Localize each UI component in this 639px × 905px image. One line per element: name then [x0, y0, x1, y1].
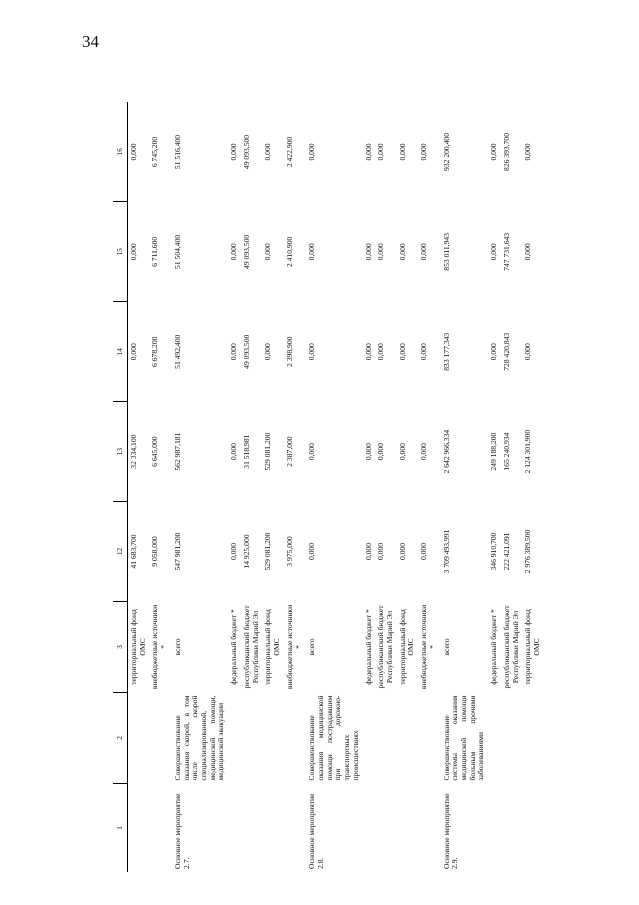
value-cell: 0,000: [397, 343, 407, 361]
value-cell: 6 678,200: [150, 336, 160, 367]
activity-cell: [375, 784, 396, 873]
activity-cell: [522, 784, 543, 873]
table-header-row: [113, 102, 128, 872]
description-cell: Совершенствование оказания медицинской помощи пострадавшим при дорожно-транспортных происшествиях: [307, 695, 360, 781]
value-cell: 0,000: [419, 243, 429, 261]
value-cell: 6 745,200: [150, 136, 160, 168]
value-cell: 6 645,000: [150, 436, 160, 467]
value-cell: 0,000: [376, 343, 386, 361]
value-cell: 0,000: [397, 143, 407, 161]
activity-cell: [418, 784, 439, 873]
value-cell: 0,000: [489, 343, 499, 361]
value-cell: 0,000: [307, 143, 317, 161]
table-row: [284, 102, 305, 872]
activity-cell: [284, 784, 305, 873]
table-row: [501, 102, 522, 872]
value-cell: 3 975,000: [284, 536, 294, 567]
budget-table: [113, 102, 544, 872]
value-cell: 2 387,000: [284, 436, 294, 467]
value-cell: 3 709 493,991: [441, 529, 451, 574]
value-cell: 49 093,500: [241, 234, 251, 269]
value-cell: 0,000: [229, 542, 239, 561]
value-cell: 346 910,700: [489, 532, 499, 571]
value-cell: 826 393,700: [501, 132, 511, 171]
value-cell: 0,000: [307, 343, 317, 361]
table-row: [128, 102, 150, 872]
value-cell: 2 410,900: [284, 236, 294, 268]
funding-source-cell: внебюджетные источники *: [284, 604, 303, 690]
value-cell: 51 504,400: [172, 234, 182, 269]
funding-source-cell: республиканский бюджет Республики Марий Эл: [241, 605, 260, 689]
table-row: [262, 102, 283, 872]
table-row: [397, 102, 418, 872]
value-cell: 0,000: [263, 343, 273, 361]
activity-cell: Основное мероприятие 2.8.: [307, 793, 325, 869]
header-cell: 1: [113, 784, 128, 873]
value-cell: 0,000: [307, 542, 317, 561]
table-row: [375, 102, 396, 872]
value-cell: 0,000: [263, 243, 273, 261]
funding-source-cell: внебюджетные источники *: [419, 604, 437, 690]
value-cell: 0,000: [419, 343, 429, 361]
description-cell: [228, 692, 241, 783]
rotated-table-container: [113, 102, 542, 872]
value-cell: 2 976 389,500: [523, 529, 533, 574]
funding-source-cell: федеральный бюджет *: [229, 609, 239, 685]
description-cell: Совершенствование оказания скорой, в том числе скорой специализированной, медицинской помощи, медицинской эвакуации: [172, 695, 226, 781]
value-cell: 0,000: [419, 143, 429, 161]
value-cell: 0,000: [263, 143, 273, 161]
table-row: [228, 102, 241, 872]
activity-cell: [228, 784, 241, 873]
activity-cell: Основное мероприятие 2.9.: [441, 793, 460, 869]
value-cell: 0,000: [397, 243, 407, 261]
value-cell: 51 492,400: [172, 334, 182, 369]
value-cell: 833 177,343: [441, 332, 451, 371]
value-cell: 853 011,943: [441, 233, 451, 271]
value-cell: 0,000: [129, 343, 138, 361]
value-cell: 2 398,900: [284, 336, 294, 367]
description-cell: Совершенствование системы оказания медицинской помощи больным прочими заболеваниями: [441, 695, 486, 781]
value-cell: 547 981,200: [172, 532, 182, 571]
table-row: [522, 102, 543, 872]
activity-cell: [241, 784, 262, 873]
value-cell: 562 987,181: [172, 432, 182, 471]
description-cell: [375, 692, 396, 783]
activity-cell: [149, 784, 170, 873]
table-row: [171, 102, 228, 872]
value-cell: 0,000: [376, 243, 386, 261]
value-cell: 0,000: [229, 443, 239, 461]
header-cell: 12: [113, 502, 128, 602]
description-cell: [397, 692, 418, 783]
value-cell: 0,000: [229, 343, 239, 361]
table-row: [241, 102, 262, 872]
funding-source-cell: территориальный фонд ОМС: [263, 609, 282, 685]
activity-cell: [488, 784, 501, 873]
description-cell: [241, 692, 262, 783]
value-cell: 728 420,843: [501, 332, 511, 371]
value-cell: 0,000: [363, 443, 373, 461]
header-cell: 3: [113, 601, 128, 692]
value-cell: 0,000: [397, 542, 407, 561]
funding-source-cell: территориальный фонд ОМС: [129, 609, 147, 685]
value-cell: 222 421,091: [501, 532, 511, 571]
description-cell: [522, 692, 543, 783]
value-cell: 0,000: [229, 243, 239, 261]
value-cell: 0,000: [363, 143, 373, 161]
description-cell: [501, 692, 522, 783]
table-row: [440, 102, 489, 872]
activity-cell: [128, 784, 150, 873]
value-cell: 6 711,600: [150, 236, 160, 267]
value-cell: 0,000: [397, 443, 407, 461]
header-cell: 2: [113, 692, 128, 783]
value-cell: 529 081,200: [263, 432, 273, 471]
funding-source-cell: всего: [441, 638, 451, 656]
value-cell: 49 093,500: [241, 134, 251, 170]
activity-cell: [363, 784, 376, 873]
value-cell: 932 200,400: [441, 132, 451, 171]
header-cell: 15: [113, 202, 128, 302]
value-cell: 0,000: [376, 143, 386, 161]
table-row: [149, 102, 170, 872]
value-cell: 0,000: [229, 143, 239, 161]
description-cell: [128, 692, 150, 783]
value-cell: 2 642 966,334: [441, 429, 451, 474]
value-cell: 51 516,400: [172, 134, 182, 170]
header-cell: 13: [113, 402, 128, 502]
table-row: [363, 102, 376, 872]
header-cell: 16: [113, 102, 128, 202]
funding-source-cell: всего: [307, 638, 317, 656]
table-row: [418, 102, 439, 872]
table-body: [128, 102, 544, 872]
activity-cell: [262, 784, 283, 873]
activity-cell: [501, 784, 522, 873]
value-cell: 14 925,000: [241, 534, 251, 569]
value-cell: 0,000: [523, 343, 533, 361]
value-cell: 2 422,900: [284, 136, 294, 168]
description-cell: [149, 692, 170, 783]
value-cell: 249 188,200: [489, 432, 499, 471]
description-cell: [418, 692, 439, 783]
funding-source-cell: федеральный бюджет *: [489, 609, 499, 685]
description-cell: [284, 692, 305, 783]
value-cell: 0,000: [129, 143, 138, 161]
page-number: 34: [82, 32, 99, 51]
value-cell: 0,000: [376, 443, 386, 461]
header-cell: 14: [113, 302, 128, 402]
value-cell: 747 731,643: [501, 232, 511, 271]
description-cell: [363, 692, 376, 783]
value-cell: 165 240,934: [501, 432, 511, 471]
funding-source-cell: территориальный фонд ОМС: [397, 609, 416, 685]
value-cell: 529 081,200: [263, 532, 273, 571]
value-cell: 0,000: [419, 542, 429, 561]
value-cell: 2 124 301,900: [523, 429, 533, 474]
table-row: [488, 102, 501, 872]
value-cell: 0,000: [363, 343, 373, 361]
value-cell: 41 683,700: [129, 534, 138, 569]
value-cell: 0,000: [489, 243, 499, 261]
value-cell: 0,000: [363, 243, 373, 261]
value-cell: 9 058,000: [150, 536, 160, 567]
value-cell: 0,000: [363, 542, 373, 561]
funding-source-cell: республиканский бюджет Республики Марий Эл: [376, 605, 394, 689]
value-cell: 32 334,100: [129, 434, 138, 469]
funding-source-cell: всего: [172, 638, 182, 656]
funding-source-cell: внебюджетные источники *: [150, 604, 169, 690]
value-cell: 0,000: [307, 443, 317, 461]
value-cell: 0,000: [307, 243, 317, 261]
description-cell: [262, 692, 283, 783]
value-cell: 31 518,981: [241, 434, 251, 469]
funding-source-cell: республиканский бюджет Республики Марий Эл: [501, 605, 520, 689]
activity-cell: [397, 784, 418, 873]
activity-cell: Основное мероприятие 2.7.: [172, 793, 191, 869]
description-cell: [488, 692, 501, 783]
value-cell: 0,000: [489, 143, 499, 161]
value-cell: 49 093,500: [241, 334, 251, 369]
funding-source-cell: федеральный бюджет *: [363, 609, 373, 685]
value-cell: 0,000: [523, 243, 533, 261]
table-row: [305, 102, 362, 872]
funding-source-cell: территориальный фонд ОМС: [523, 609, 542, 685]
value-cell: 0,000: [419, 443, 429, 461]
value-cell: 0,000: [129, 243, 138, 261]
value-cell: 0,000: [523, 143, 533, 161]
value-cell: 0,000: [376, 542, 386, 561]
